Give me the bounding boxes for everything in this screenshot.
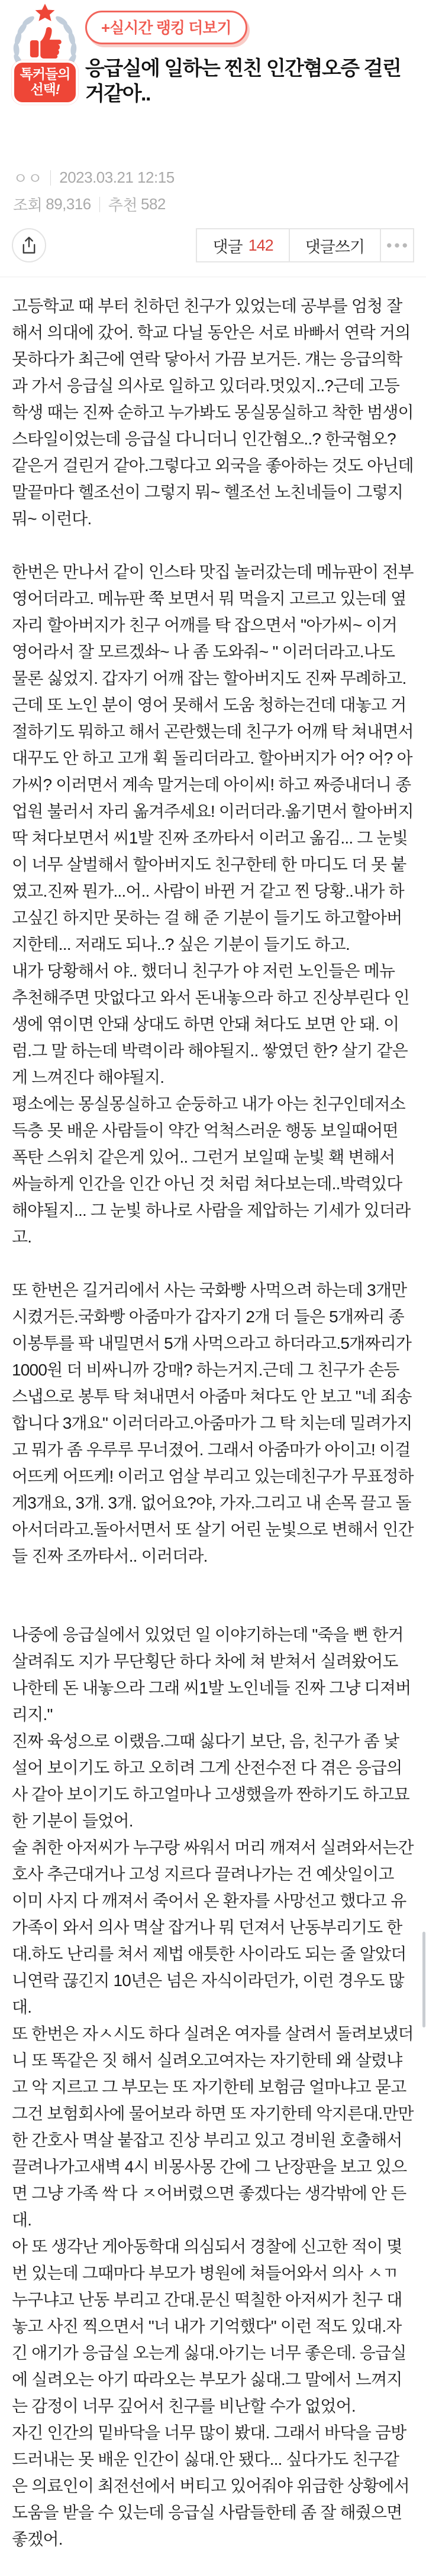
body-paragraph: 이미 사지 다 깨져서 죽어서 온 환자를 사망선고 했다고 유가족이 와서 의사 멱살 잡거나 뭐 던져서 난동부리기도 한대.하도 난리를 쳐서 제법 애틋한 사이라도 되는 줄 알았더니연락 끊긴지 10년은 넘은 자식이라던가, 이런 경우도 많대. (12, 1892, 406, 2016)
thumbs-up-icon (30, 27, 62, 59)
page-title: 응급실에 일하는 찐친 인간혐오증 걸린거같아.. (85, 57, 401, 105)
meta-divider (99, 197, 100, 212)
likes-count: 582 (141, 195, 166, 213)
post-header (0, 0, 426, 154)
badge-label-line1: 톡커들의 (20, 66, 70, 82)
comment-button-group (196, 228, 414, 262)
talkers-choice-badge (11, 2, 79, 105)
body-paragraph: 아 또 생각난 게아동학대 의심되서 경찰에 신고한 적이 몇 번 있는데 그때마다 부모가 병원에 쳐들어와서 의사 ㅅㄲ 누구냐고 난동 부리고 간대.문신 떡칠한 아저씨가 친구 대놓고 사진 찍으면서 "너 내가 기억했다" 이런 적도 있대.자긴 애기가 응급실 오는게 싫대.아기는 너무 좋은데. 응급실에 실려오는 아기 따라오는 부모가 싫대.그 말에서 느껴지는 감정이 너무 깊어서 친구를 비난할 수가 없었어. (12, 2237, 406, 2415)
views-count: 89,316 (46, 195, 91, 213)
more-options-icon: ●●● (386, 239, 410, 251)
body-paragraph: 자긴 인간의 밑바닥을 너무 많이 봤대. 그래서 바닥을 금방 드러내는 못 배운 인간이 싫대.안 됐다... 싶다가도 친구같은 의료인이 최전선에서 버티고 있어줘야 위급한 상황에서 도움을 받을 수 있는데 응급실 사람들한테 좀 잘 해줬으면 좋겠어. (12, 2423, 409, 2548)
body-paragraph: 또 한번은 자ㅅ시도 하다 실려온 여자를 살려서 돌려보냈더니 또 똑같은 짓 해서 실려오고여자는 자기한테 왜 살렸냐고 악 지르고 그 부모는 또 자기한테 보험금 얼마냐고 묻고 그건 보험회사에 물어보라 하면 또 자기한테 악지른대.만만한 간호사 멱살 붙잡고 진상 부리고 있고 경비원 호출해서 끌려나가고새벽 4시 비몽사몽 간에 그 난장판을 보고 있으면 그냥 가족 싹 다 ㅈ어버렸으면 좋겠다는 생각밖에 안 든대. (12, 2025, 414, 2229)
body-paragraph: 술 취한 아저씨가 누구랑 싸워서 머리 깨져서 실려와서는간호사 추근대거나 고성 지르다 끌려나가는 건 예삿일이고 (12, 1838, 414, 1883)
action-bar (0, 228, 426, 262)
realtime-ranking-more-button[interactable]: +실시간 랭킹 더보기 (85, 11, 247, 44)
comments-label: 댓글 (212, 238, 243, 256)
share-button[interactable] (12, 228, 46, 262)
author-name: ㅇㅇ (13, 170, 43, 187)
comments-count: 142 (248, 236, 273, 254)
body-paragraph: 한번은 만나서 같이 인스타 맛집 놀러갔는데 메뉴판이 전부 영어더라고. 메뉴판 쭉 보면서 뭐 먹을지 고르고 있는데 옆자리 할아버지가 친구 어깨를 탁 잡으면서 "아가씨~ 이거 영어라서 잘 모르겠솨~ 나 좀 도와줘~ " 이러더라고.나도 물론 싫었지. 갑자기 어깨 잡는 할아버지도 진짜 무례하고. 근데 또 노인 분이 영어 못해서 도움 청하는건데 대놓고 거절하기도 뭐하고 해서 곤란했는데 친구가 어깨 탁 쳐내면서 대꾸도 안 하고 고개 휙 돌리더라고. 할아버지가 어? 어? 아가씨? 이러면서 계속 말거는데 아이씨! 하고 짜증내더니 종업원 불러서 자리 옮겨주세요! 이러더라.옮기면서 할아버지 딱 쳐다보면서 씨1발 진짜 조까타서 이러고 옮김... 그 눈빛이 너무 살벌해서 할아버지도 친구한테 한 마디도 더 못 붙였고.진짜 뭔가...어.. 사람이 바뀐 거 같고 찐 당황..내가 하고싶긴 하지만 못하는 걸 해 준 기분이 들기도 하고할아버지한테... 저래도 되나..? 싶은 기분이 들기도 하고. (12, 563, 414, 953)
body-paragraph: 내가 당황해서 야.. 했더니 친구가 야 저런 노인들은 메뉴 추천해주면 맛없다고 와서 돈내놓으라 하고 진상부린다 인생에 엮이면 안돼 상대도 하면 안돼 쳐다도 보면 안 돼. 이럼.그 말 하는데 박력이라 해야될지.. 쌓였던 한? 살기 같은게 느껴진다 해야될지. (12, 962, 409, 1086)
body-paragraph: 고등학교 때 부터 친하던 친구가 있었는데 공부를 엄청 잘해서 의대에 갔어. 학교 다닐 동안은 서로 바빠서 연락 거의 못하다가 최근에 연락 닿아서 가끔 보거든. 걔는 응급의학과 가서 응급실 의사로 일하고 있더라.멋있지..?근데 고등학생 때는 진짜 순하고 누가봐도 몽실몽실하고 착한 범생이 스타일이었는데 응급실 다니더니 인간혐오..? 한국혐오? 같은거 걸린거 같아.그렇다고 외국을 좋아하는 것도 아닌데 말끝마다 헬조선이 그렇지 뭐~ 헬조선 노친네들이 그렇지 뭐~ 이런다. (12, 297, 414, 528)
body-paragraph: 진짜 육성으로 이랬음.그때 싫다기 보단, 음, 친구가 좀 낯설어 보이기도 하고 오히려 그게 산전수전 다 겪은 응급의사 같아 보이기도 하고얼마나 고생했을까 짠하기도 하고묘한 기분이 들었어. (12, 1732, 409, 1830)
likes-label: 추천 (108, 196, 137, 214)
post-body (0, 277, 426, 2576)
talkers-choice-label (12, 60, 78, 105)
body-paragraph: 나중에 응급실에서 있었던 일 이야기하는데 "죽을 뻔 한거 살려줘도 지가 무단횡단 하다 차에 쳐 받쳐서 실려왔어도 나한테 돈 내놓으라 그래 씨1발 노인네들 진짜 그냥 디져버리지." (12, 1626, 411, 1724)
meta-divider (50, 170, 51, 186)
badge-label-line2: 선택! (30, 81, 60, 97)
badge-exclamation: ! (55, 81, 60, 97)
post-meta (0, 167, 426, 215)
scrollbar-thumb[interactable] (422, 1932, 425, 2027)
body-paragraph: 평소에는 몽실몽실하고 순둥하고 내가 아는 친구인데저소득층 못 배운 사람들이 약간 억척스러운 행동 보일때어떤 폭탄 스위치 같은게 있어.. 그런거 보일때 눈빛 홱 변해서 싸늘하게 인간을 인간 아닌 것 처럼 쳐다보는데..박력있다 해야될지... 그 눈빛 하나로 사람을 제압하는 기세가 있더라고. (12, 1095, 411, 1246)
share-icon (21, 236, 37, 254)
body-paragraph: 또 한번은 길거리에서 사는 국화빵 사먹으려 하는데 3개만 시켰거든.국화빵 아줌마가 갑자기 2개 더 들은 5개짜리 종이봉투를 팍 내밀면서 5개 사먹으라고 하더라고.5개짜리가 1000원 더 비싸니까 강매? 하는거지.근데 그 친구가 손등 스냅으로 봉투 탁 쳐내면서 아줌마 쳐다도 안 보고 "네 죄송합니다 3개요" 이러더라고.아줌마가 그 탁 치는데 밀려가지고 뭐가 좀 우루루 무너졌어. 그래서 아줌마가 아이고! 이걸 어뜨케 어뜨케! 이러고 엄살 부리고 있는데친구가 무표정하게3개요, 3개. 3개. 없어요?야, 가자.그리고 내 손목 끌고 돌아서더라고.돌아서면서 또 살기 어린 눈빛으로 변해서 인간들 진짜 조까타서.. 이러더라. (12, 1281, 414, 1565)
comments-button[interactable] (196, 228, 289, 262)
more-options-button[interactable] (380, 228, 414, 262)
star-icon (36, 4, 55, 21)
views-label: 조회 (13, 196, 43, 214)
write-comment-button[interactable]: 댓글쓰기 (289, 228, 381, 262)
post-date: 2023.03.21 12:15 (59, 168, 175, 186)
